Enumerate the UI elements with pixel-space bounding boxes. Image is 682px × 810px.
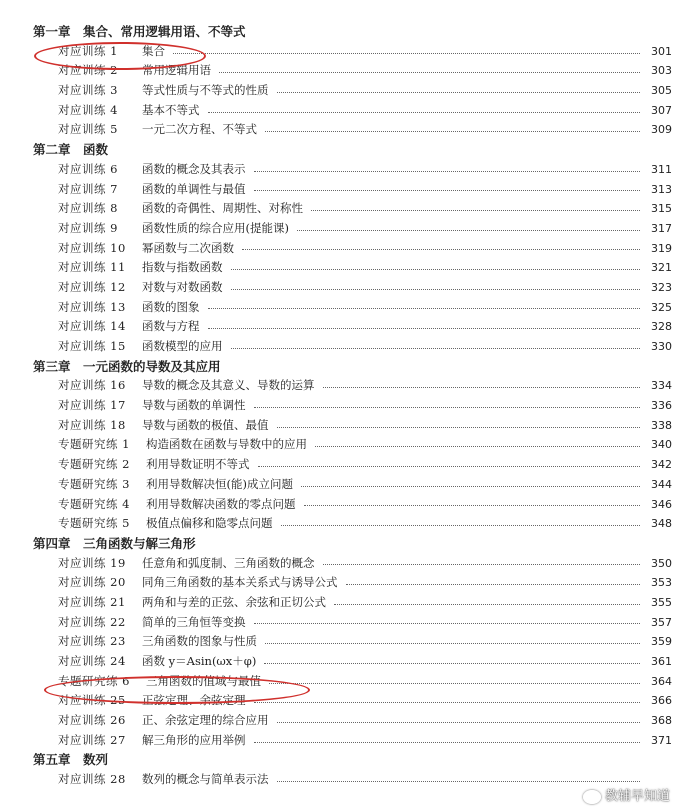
dot-leader — [346, 584, 641, 585]
toc-entry[interactable] — [0, 731, 682, 751]
toc-entry-title: 函数的概念及其表示 — [142, 161, 246, 176]
toc-entry-label: 对应训练 3 — [58, 83, 118, 98]
toc-entry-label: 对应训练 24 — [58, 654, 126, 668]
toc-entry-title: 导数与函数的单调性 — [142, 398, 246, 413]
toc-entry[interactable] — [0, 495, 682, 515]
toc-entry-page: 334 — [651, 379, 672, 393]
toc-entry-title: 函数的图象 — [142, 299, 200, 314]
toc-entry-label: 对应训练 1 — [58, 43, 118, 58]
dot-leader — [254, 702, 641, 703]
dot-leader — [208, 112, 641, 113]
toc-entry-page: 346 — [651, 497, 672, 511]
toc-entry-title: 集合 — [142, 43, 165, 58]
toc-entry[interactable] — [0, 514, 682, 534]
toc-entry-title: 对数与对数函数 — [142, 279, 223, 294]
toc-entry-label: 对应训练 2 — [58, 63, 118, 78]
toc-entry-label: 专题研究练 3 — [58, 476, 130, 491]
toc-entry-label: 对应训练 17 — [58, 398, 126, 413]
toc-entry-label: 对应训练 16 — [58, 378, 126, 393]
toc-entry-title: 等式性质与不等式的性质 — [142, 83, 269, 98]
toc-entry-label: 对应训练 8 — [58, 201, 118, 216]
toc-entry[interactable] — [0, 652, 682, 672]
toc-entry-title: 函数 y＝Asin(ωx＋φ) — [142, 654, 257, 668]
toc-entry-title: 任意角和弧度制、三角函数的概念 — [142, 555, 315, 570]
toc-entry[interactable] — [0, 376, 682, 396]
toc-entry-page: 301 — [651, 44, 672, 58]
toc-entry-label: 对应训练 15 — [58, 339, 126, 353]
toc-entry[interactable] — [0, 396, 682, 416]
toc-entry-label: 对应训练 21 — [58, 594, 126, 609]
toc-entry-title: 函数模型的应用 — [142, 339, 223, 353]
toc-entry-page: 303 — [651, 64, 672, 78]
toc-entry-title: 极值点偏移和隐零点问题 — [146, 516, 273, 531]
toc-entry-title: 两角和与差的正弦、余弦和正切公式 — [142, 594, 326, 609]
toc-entry[interactable] — [0, 554, 682, 574]
toc-entry-title: 正弦定理、余弦定理 — [142, 693, 246, 708]
dot-leader — [323, 387, 641, 388]
toc-entry-title: 函数性质的综合应用(提能课) — [142, 220, 289, 235]
toc-entry-label: 对应训练 14 — [58, 319, 126, 334]
toc-entry-title: 函数的单调性与最值 — [142, 181, 246, 196]
dot-leader — [231, 289, 641, 290]
toc-entry-page: 321 — [651, 261, 672, 275]
toc-entry-page: 336 — [651, 399, 672, 413]
dot-leader — [254, 171, 641, 172]
toc-entry[interactable] — [0, 239, 682, 259]
toc-entry[interactable] — [0, 416, 682, 436]
toc-entry-label: 对应训练 25 — [58, 693, 126, 708]
chapter-heading: 第二章 函数 — [33, 142, 109, 158]
toc-entry-page: 348 — [651, 517, 672, 531]
toc-entry-title: 幂函数与二次函数 — [142, 240, 234, 255]
toc-entry-title: 简单的三角恒等变换 — [142, 614, 246, 629]
toc-entry-page: 317 — [651, 221, 672, 235]
toc-entry-title: 利用导数证明不等式 — [146, 457, 250, 472]
toc-entry-page: 368 — [651, 714, 672, 728]
highlight-oval-trig-range — [44, 676, 310, 704]
toc-entry-title: 同角三角函数的基本关系式与诱导公式 — [142, 575, 338, 590]
dot-leader — [323, 564, 641, 565]
dot-leader — [334, 604, 640, 605]
toc-entry-label: 对应训练 26 — [58, 713, 126, 728]
toc-entry-page: 309 — [651, 123, 672, 137]
toc-entry-label: 对应训练 5 — [58, 122, 118, 137]
toc-entry[interactable] — [0, 199, 682, 219]
toc-entry-page: 361 — [651, 655, 672, 668]
dot-leader — [265, 643, 640, 644]
toc-entry-label: 对应训练 28 — [58, 772, 126, 787]
dot-leader — [304, 505, 641, 506]
toc-entry-label: 对应训练 10 — [58, 240, 126, 255]
toc-entry[interactable] — [0, 160, 682, 180]
toc-entry[interactable] — [0, 337, 682, 357]
toc-entry[interactable] — [0, 770, 682, 790]
toc-entry[interactable] — [0, 219, 682, 239]
toc-entry-label: 专题研究练 6 — [58, 673, 130, 688]
dot-leader — [254, 190, 641, 191]
toc-entry-page: 340 — [651, 438, 672, 452]
toc-entry-page: 355 — [651, 595, 672, 609]
dot-leader — [242, 249, 640, 250]
toc-entry-page: 350 — [651, 556, 672, 570]
toc-entry-label: 对应训练 4 — [58, 102, 118, 117]
toc-entry[interactable] — [0, 101, 682, 121]
toc-entry-title: 指数与指数函数 — [142, 260, 223, 275]
toc-entry-page: 342 — [651, 458, 672, 472]
dot-leader — [258, 466, 641, 467]
toc-entry-page: 353 — [651, 576, 672, 590]
watermark: 教辅早知道 — [583, 785, 670, 804]
toc-entry-title: 正、余弦定理的综合应用 — [142, 713, 269, 728]
dot-leader — [254, 623, 641, 624]
dot-leader — [219, 72, 640, 73]
toc-entry-page: 305 — [651, 84, 672, 98]
dot-leader — [277, 781, 641, 782]
dot-leader — [281, 525, 641, 526]
highlight-oval-set — [34, 42, 206, 70]
toc-entry-label: 对应训练 13 — [58, 299, 126, 314]
toc-entry[interactable] — [0, 278, 682, 298]
toc-entry-label: 对应训练 22 — [58, 614, 126, 629]
dot-leader — [254, 742, 641, 743]
dot-leader — [297, 230, 640, 231]
toc-entry-title: 导数的概念及其意义、导数的运算 — [142, 378, 315, 393]
toc-entry-title: 基本不等式 — [142, 102, 200, 117]
toc-entry-label: 专题研究练 5 — [58, 516, 130, 531]
table-of-contents — [0, 22, 682, 790]
toc-entry-page: 325 — [651, 300, 672, 314]
toc-entry-label: 对应训练 6 — [58, 161, 118, 176]
dot-leader — [301, 486, 640, 487]
toc-entry-label: 对应训练 12 — [58, 279, 126, 294]
toc-entry[interactable] — [0, 81, 682, 101]
toc-entry-title: 常用逻辑用语 — [142, 63, 211, 78]
dot-leader — [208, 308, 641, 309]
toc-entry-label: 对应训练 19 — [58, 555, 126, 570]
toc-entry-page: 307 — [651, 103, 672, 117]
toc-entry-title: 导数与函数的极值、最值 — [142, 417, 269, 432]
dot-leader — [208, 328, 641, 329]
toc-entry-label: 专题研究练 1 — [58, 437, 130, 452]
toc-entry-title: 构造函数在函数与导数中的应用 — [146, 437, 307, 452]
watermark-logo-icon — [583, 790, 601, 804]
toc-entry-page: 315 — [651, 202, 672, 216]
toc-entry[interactable] — [0, 475, 682, 495]
toc-entry-title: 一元二次方程、不等式 — [142, 122, 257, 137]
toc-entry-page: 364 — [651, 674, 672, 688]
toc-entry-label: 专题研究练 4 — [58, 496, 130, 511]
dot-leader — [277, 427, 641, 428]
dot-leader — [277, 92, 641, 93]
toc-entry-page: 328 — [651, 320, 672, 334]
dot-leader — [231, 269, 641, 270]
chapter-heading: 第一章 集合、常用逻辑用语、不等式 — [33, 24, 246, 39]
toc-entry-page: 359 — [651, 635, 672, 649]
toc-entry-label: 对应训练 18 — [58, 417, 126, 432]
toc-entry-page: 338 — [651, 418, 672, 432]
toc-entry[interactable] — [0, 455, 682, 475]
toc-entry-page: 319 — [651, 241, 672, 255]
chapter-heading: 第四章 三角函数与解三角形 — [33, 535, 196, 551]
toc-entry[interactable] — [0, 613, 682, 633]
toc-entry-label: 对应训练 27 — [58, 732, 126, 747]
dot-leader — [277, 722, 641, 723]
toc-entry[interactable] — [0, 593, 682, 613]
toc-entry-label: 对应训练 23 — [58, 634, 126, 649]
toc-entry-label: 专题研究练 2 — [58, 457, 130, 472]
dot-leader — [231, 348, 641, 349]
dot-leader — [254, 407, 641, 408]
toc-entry-title: 利用导数解决函数的零点问题 — [146, 496, 296, 511]
chapter-heading: 第三章 一元函数的导数及其应用 — [33, 358, 221, 374]
dot-leader — [265, 131, 640, 132]
chapter-heading: 第五章 数列 — [33, 752, 109, 768]
toc-entry[interactable] — [0, 711, 682, 731]
toc-entry[interactable] — [0, 435, 682, 455]
toc-entry-title: 解三角形的应用举例 — [142, 732, 246, 747]
dot-leader — [315, 446, 640, 447]
toc-entry[interactable] — [0, 317, 682, 337]
toc-entry-page: 366 — [651, 694, 672, 708]
toc-entry-page: 357 — [651, 615, 672, 629]
toc-entry-title: 三角函数的值域与最值 — [146, 673, 261, 688]
toc-entry-label: 对应训练 20 — [58, 575, 126, 590]
toc-entry-title: 数列的概念与简单表示法 — [142, 772, 269, 787]
dot-leader — [264, 663, 640, 664]
toc-entry-label: 对应训练 7 — [58, 181, 118, 196]
toc-entry-title: 函数的奇偶性、周期性、对称性 — [142, 201, 303, 216]
toc-entry-page: 313 — [651, 182, 672, 196]
toc-entry-page: 330 — [651, 340, 672, 353]
toc-entry[interactable] — [0, 573, 682, 593]
toc-entry-title: 函数与方程 — [142, 319, 200, 334]
toc-entry[interactable] — [0, 258, 682, 278]
toc-entry-page: 371 — [651, 733, 672, 747]
toc-entry[interactable] — [0, 632, 682, 652]
toc-entry[interactable] — [0, 298, 682, 318]
toc-entry-page: 311 — [651, 162, 672, 176]
toc-entry-page: 344 — [651, 477, 672, 491]
toc-entry-label: 对应训练 9 — [58, 220, 118, 235]
toc-entry-title: 三角函数的图象与性质 — [142, 634, 257, 649]
toc-entry-label: 对应训练 11 — [58, 260, 126, 275]
dot-leader — [269, 683, 640, 684]
dot-leader — [173, 53, 640, 54]
dot-leader — [311, 210, 640, 211]
toc-entry[interactable] — [0, 120, 682, 140]
toc-entry-page: 323 — [651, 280, 672, 294]
toc-entry-title: 利用导数解决恒(能)成立问题 — [146, 476, 293, 491]
toc-entry[interactable] — [0, 180, 682, 200]
